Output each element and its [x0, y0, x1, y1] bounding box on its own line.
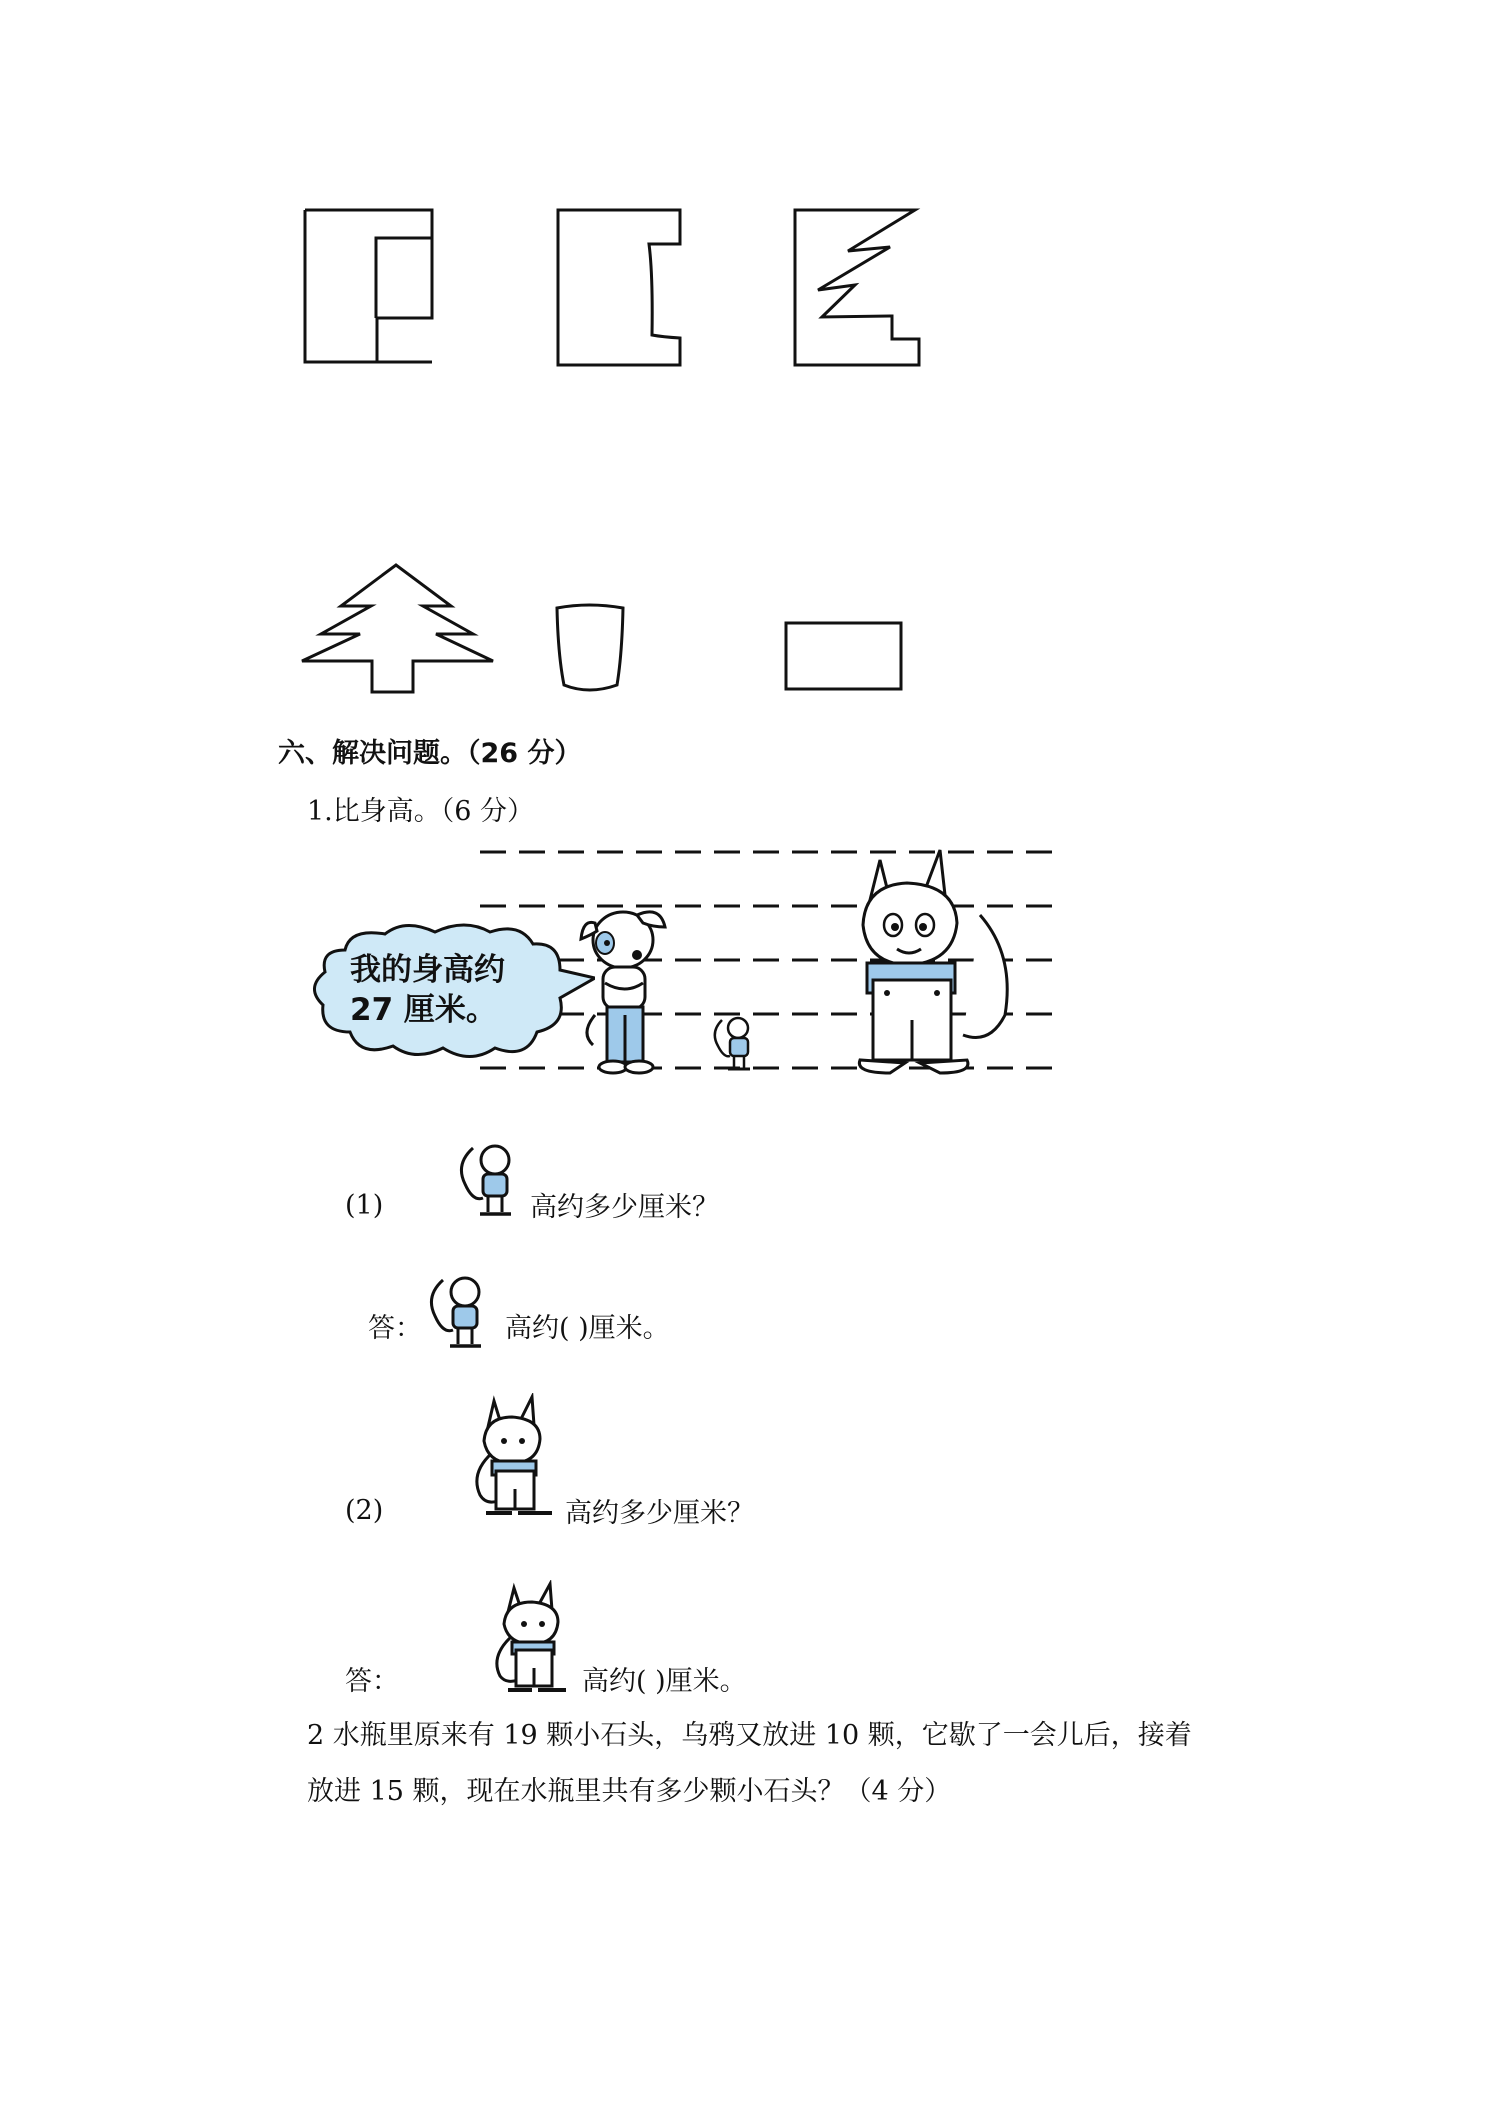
- sub2-number: (2): [345, 1495, 384, 1526]
- rectangle-shape-icon: [783, 620, 905, 694]
- curved-notch-shape-icon: [553, 205, 693, 370]
- sub1-question: 高约多少厘米？: [530, 1192, 719, 1223]
- squirrel-icon: [710, 1012, 765, 1074]
- speech-bubble: [305, 920, 595, 1065]
- sub2-answer-text: 高约( )厘米。: [582, 1666, 747, 1697]
- fox-icon: [492, 1580, 582, 1698]
- sub1-number: (1): [345, 1190, 384, 1221]
- question-2-line-2: 放进 15 颗，现在水瓶里共有多少颗小石头？（4 分）: [307, 1776, 952, 1807]
- sub1-answer-text: 高约( )厘米。: [505, 1313, 670, 1344]
- speech-line-1: 我的身高约: [350, 952, 505, 988]
- zigzag-shape-icon: [790, 205, 930, 370]
- squirrel-icon: [425, 1270, 500, 1352]
- bracket-shape-icon: [300, 205, 440, 370]
- squirrel-icon: [455, 1138, 530, 1220]
- height-comparison-figure: [300, 840, 1080, 1120]
- tree-shape-icon: [295, 560, 515, 700]
- speech-line-2: 27 厘米。: [350, 992, 497, 1028]
- cup-shape-icon: [552, 603, 632, 698]
- question-2-line-1: 2 水瓶里原来有 19 颗小石头，乌鸦又放进 10 颗，它歇了一会儿后，接着: [307, 1720, 1192, 1751]
- fox-icon: [472, 1393, 562, 1521]
- sub2-answer-label: 答：: [345, 1666, 399, 1697]
- dog-icon: [575, 905, 675, 1075]
- sub2-question: 高约多少厘米？: [565, 1498, 754, 1529]
- sub1-answer-label: 答：: [368, 1313, 422, 1344]
- fox-icon: [845, 845, 1015, 1080]
- section-title: 六、解决问题。（26 分）: [278, 738, 582, 769]
- question-1-title: 1.比身高。（6 分）: [307, 796, 535, 827]
